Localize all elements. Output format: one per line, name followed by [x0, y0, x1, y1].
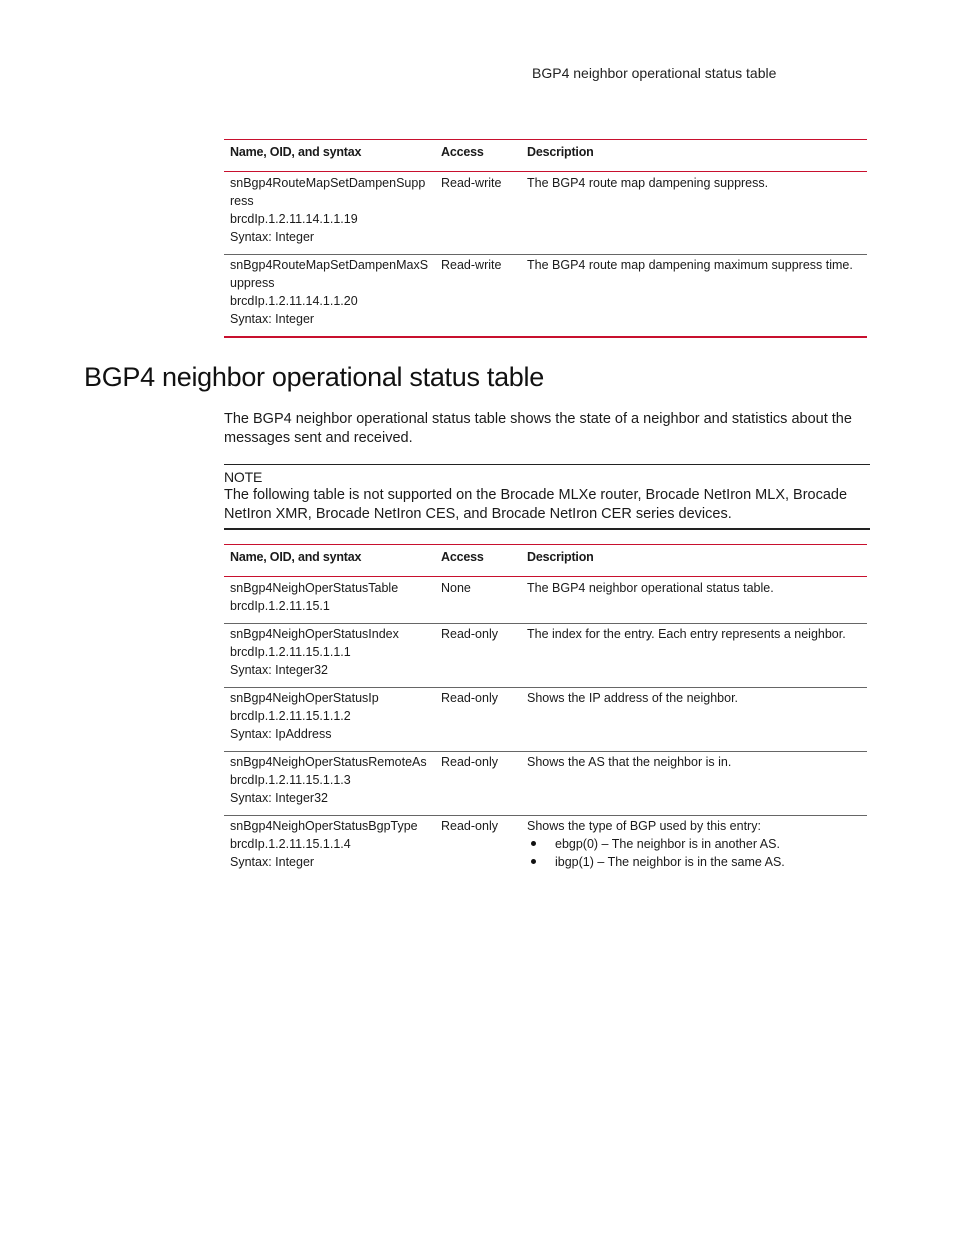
- syntax: Syntax: Integer: [230, 230, 315, 244]
- object-name-part: uppress: [230, 276, 275, 290]
- mib-table-neighbor-oper-status: [224, 544, 867, 879]
- object-name: snBgp4NeighOperStatusIndex: [230, 627, 399, 641]
- list-item-text: ebgp(0) – The neighbor is in another AS.: [555, 837, 780, 851]
- column-header-access: Access: [435, 545, 521, 577]
- syntax: Syntax: Integer32: [230, 791, 328, 805]
- name-cell: [224, 172, 435, 255]
- syntax: Syntax: IpAddress: [230, 727, 332, 741]
- list-item-text: ibgp(1) – The neighbor is in the same AS.: [555, 855, 785, 869]
- table-header-row: [224, 140, 867, 172]
- table-header-row: [224, 545, 867, 577]
- name-cell: [224, 577, 435, 624]
- table-row: [224, 816, 867, 880]
- table-row: [224, 255, 867, 338]
- description-cell: [521, 816, 867, 880]
- access-cell: None: [435, 577, 521, 624]
- access-cell: Read-only: [435, 688, 521, 752]
- bullet-icon: [531, 859, 536, 864]
- table-row: [224, 172, 867, 255]
- oid: brcdIp.1.2.11.15.1.1.4: [230, 837, 351, 851]
- column-header-access: Access: [435, 140, 521, 172]
- name-cell: [224, 752, 435, 816]
- object-name: snBgp4NeighOperStatusBgpType: [230, 819, 418, 833]
- intro-paragraph: The BGP4 neighbor operational status table shows the state of a neighbor and statistics about the messages sent and received.: [224, 411, 852, 446]
- note-box: [224, 464, 870, 530]
- note-text: The following table is not supported on the Brocade MLXe router, Brocade NetIron MLX, Brocade NetIron XMR, Brocade NetIron CES, and Brocade NetIron CER series devices.: [224, 487, 848, 522]
- mib-table-route-map: [224, 139, 867, 338]
- column-header-name: Name, OID, and syntax: [224, 140, 435, 172]
- syntax: Syntax: Integer32: [230, 663, 328, 677]
- table-row: [224, 688, 867, 752]
- oid: brcdIp.1.2.11.14.1.1.20: [230, 294, 358, 308]
- description-cell: The index for the entry. Each entry represents a neighbor.: [521, 624, 867, 688]
- name-cell: [224, 255, 435, 338]
- object-name: snBgp4NeighOperStatusIp: [230, 691, 379, 705]
- access-cell: Read-only: [441, 819, 498, 833]
- syntax: Syntax: Integer: [230, 855, 315, 869]
- name-cell: [224, 816, 435, 880]
- object-name: snBgp4NeighOperStatusRemoteAs: [230, 755, 427, 769]
- name-cell: [224, 688, 435, 752]
- description-cell: Shows the IP address of the neighbor.: [521, 688, 867, 752]
- access-cell: Read-only: [435, 624, 521, 688]
- access-cell: Read-only: [435, 752, 521, 816]
- oid: brcdIp.1.2.11.14.1.1.19: [230, 212, 358, 226]
- section-title: BGP4 neighbor operational status table: [84, 362, 544, 392]
- note-label: NOTE: [224, 469, 263, 485]
- column-header-name: Name, OID, and syntax: [224, 545, 435, 577]
- access-cell: Read-write: [435, 255, 521, 338]
- column-header-description: Description: [521, 545, 867, 577]
- table-row: [224, 624, 867, 688]
- oid: brcdIp.1.2.11.15.1.1.2: [230, 709, 351, 723]
- running-header: BGP4 neighbor operational status table: [532, 65, 777, 81]
- object-name-part: snBgp4RouteMapSetDampenMaxS: [230, 258, 429, 272]
- bullet-icon: [531, 841, 536, 846]
- name-cell: [224, 624, 435, 688]
- oid: brcdIp.1.2.11.15.1: [230, 599, 330, 613]
- table-row: [224, 752, 867, 816]
- oid: brcdIp.1.2.11.15.1.1.3: [230, 773, 351, 787]
- object-name-part: snBgp4RouteMapSetDampenSupp: [230, 176, 426, 190]
- column-header-description: Description: [521, 140, 867, 172]
- description-cell: The BGP4 route map dampening suppress.: [521, 172, 867, 255]
- object-name-part: ress: [230, 194, 254, 208]
- description-text: Shows the type of BGP used by this entry:: [527, 819, 761, 833]
- syntax: Syntax: Integer: [230, 312, 315, 326]
- description-cell: The BGP4 route map dampening maximum suppress time.: [521, 255, 867, 338]
- description-cell: The BGP4 neighbor operational status table.: [521, 577, 867, 624]
- oid: brcdIp.1.2.11.15.1.1.1: [230, 645, 351, 659]
- list-item: [527, 835, 861, 853]
- bullet-list: [527, 835, 861, 871]
- access-cell: Read-write: [435, 172, 521, 255]
- object-name: snBgp4NeighOperStatusTable: [230, 581, 399, 595]
- description-cell: Shows the AS that the neighbor is in.: [521, 752, 867, 816]
- list-item: [527, 853, 861, 871]
- table-row: [224, 577, 867, 624]
